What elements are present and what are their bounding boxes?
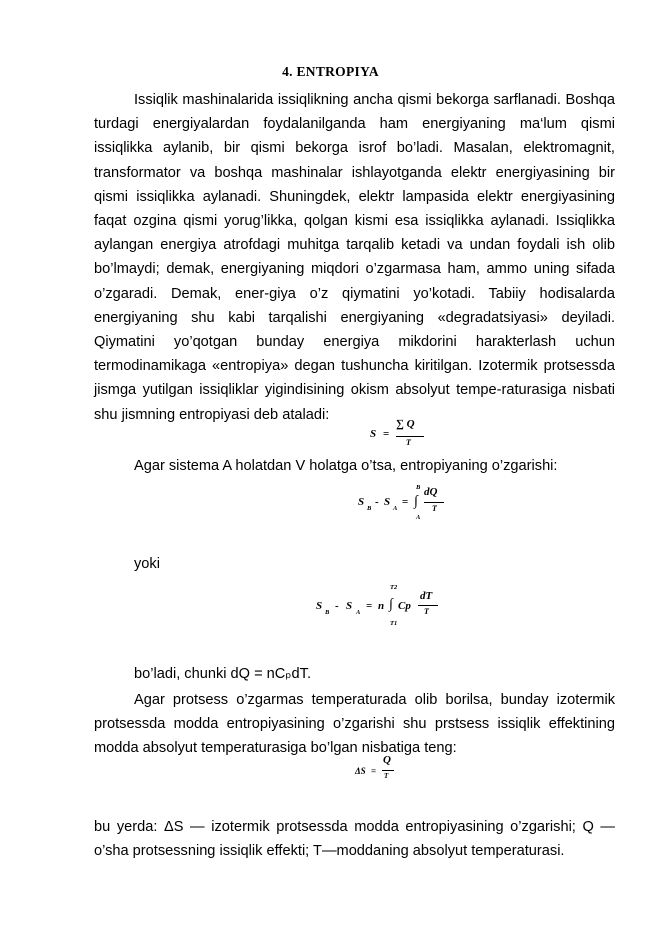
- formula-equals: =: [402, 496, 409, 508]
- paragraph-yoki: yoki: [134, 556, 160, 572]
- entropy-heat-capacity-formula: [316, 584, 446, 634]
- formula-numerator: Q: [383, 754, 391, 766]
- formula-minus: -: [335, 600, 339, 612]
- formula-numerator: dQ: [424, 486, 438, 498]
- paragraph-definitions: bu yerda: ΔS — izotermik protsessda modda entropiyasining o’zgarishi; Q — o’sha protsessning issiqlik effekti; T—moddaning absolyut temperaturasi.: [94, 819, 615, 860]
- isothermal-entropy-formula: [355, 754, 415, 790]
- paragraph-isothermal: Agar protsess o’zgarmas temperaturada olib borilsa, bunday izotermik protsessda modda entropiyasining o’zgarishi shu prstsess issiqlik effektining modda absolyut temperaturasiga bo’lgan nisbatiga teng:: [94, 692, 615, 757]
- entropy-change-formula: [358, 484, 468, 528]
- formula-minus: -: [375, 496, 379, 508]
- integral-upper-limit: B: [416, 484, 421, 491]
- formula-s-b: S: [316, 600, 323, 612]
- integral-upper-limit: T2: [390, 584, 398, 591]
- paragraph-because: bo’ladi, chunki dQ = nCₚdT.: [134, 666, 312, 682]
- formula-lhs: S: [370, 428, 377, 440]
- formula-n: n: [378, 600, 385, 612]
- formula-s-a: S: [384, 496, 391, 508]
- formula-sub-a: A: [393, 505, 398, 512]
- formula-denominator: T: [384, 772, 389, 780]
- fraction-bar: [382, 770, 394, 771]
- formula-s-a: S: [346, 600, 353, 612]
- integral-lower-limit: A: [416, 514, 421, 521]
- formula-denominator: T: [424, 607, 429, 616]
- formula-equals: =: [383, 428, 390, 440]
- fraction-bar: [418, 605, 438, 606]
- formula-denominator: T: [406, 438, 411, 447]
- formula-numerator: dT: [420, 590, 433, 602]
- formula-s-b: S: [358, 496, 365, 508]
- paragraph-intro: Issiqlik mashinalarida issiqlikning ancha qismi bekorga sarflanadi. Boshqa turdagi energiyalardan foydalanilganda ham energiyaning ma‘lum qismi issiqlikka aylanib, bir qismi bekorga isrof bo’ladi. Masalan, elektromagnit, transformator va boshqa mashinalar ishlayotganda elektr energiyasining bir qismi issiqlikka aylanadi. Shuningdek, elektr lampasida elektr energiyasining faqat ozgina qismi yorug’likka, qolgan kismi esa issiqlikka aylanadi. Issiqlikka aylangan energiya atrofdagi muhitga tarqalib ketadi va undan foydali ish olib bo’lmaydi; demak, energiyaning miqdori o’zgarmasa ham, ammo uning sifada o’zgaradi. Demak, ener-giya o’z qiymatini yo’kotadi. Tabiiy hodisalarda energiyaning shu kabi tarqalishi energiyaning «degradatsiyasi» deyiladi. Qiymatini yo’qotgan bunday energiya mikdorini harakterlash uchun termodinamikaga «entropiya» degan tushuncha kiritilgan. Izotermik protsessda jismga yutilgan issiqliklar yigindisining okism absolyut tempe-raturasiga nisbati shu jismning entropiyasi deb ataladi:: [94, 92, 615, 423]
- fraction-bar: [396, 436, 424, 437]
- formula-sub-a: A: [356, 609, 361, 616]
- formula-denominator: T: [432, 504, 437, 513]
- fraction-bar: [424, 502, 444, 503]
- formula-cp: Cp: [398, 600, 411, 612]
- section-title: 4. ENTROPIYA: [282, 64, 379, 79]
- paragraph-transition: Agar sistema A holatdan V holatga o’tsa, entropiyaning o’zgarishi:: [134, 458, 558, 474]
- integral-sign: ∫: [389, 597, 393, 612]
- entropy-formula: [370, 418, 450, 458]
- formula-sub-b: B: [325, 609, 330, 616]
- formula-equals: =: [371, 766, 377, 776]
- integral-sign: ∫: [414, 494, 418, 509]
- formula-lhs: ΔS: [355, 766, 366, 776]
- integral-lower-limit: T1: [390, 620, 398, 627]
- formula-equals: =: [366, 600, 373, 612]
- formula-sub-b: B: [367, 505, 372, 512]
- formula-numerator: ∑ Q: [396, 418, 415, 430]
